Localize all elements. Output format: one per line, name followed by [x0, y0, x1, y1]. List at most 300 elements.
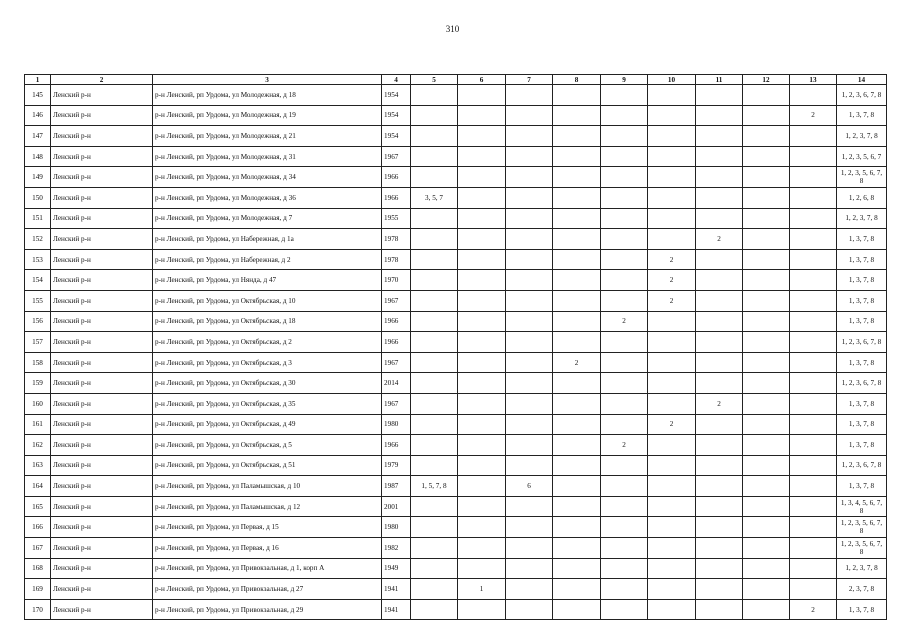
district-cell: Ленский р-н: [51, 414, 153, 435]
table-cell: [506, 229, 553, 250]
table-cell: [458, 311, 506, 332]
table-cell: 1, 2, 3, 5, 6, 7, 8: [837, 167, 887, 188]
table-row: [25, 496, 887, 517]
table-cell: [743, 517, 790, 538]
row-number-cell: 147: [25, 126, 51, 147]
address-cell: р-н Ленский, рп Урдома, ул Нянда, д 47: [153, 270, 382, 291]
year-cell: 1954: [382, 85, 411, 106]
table-cell: 2: [553, 352, 601, 373]
table-cell: [743, 146, 790, 167]
row-number-cell: 159: [25, 373, 51, 394]
table-cell: [506, 352, 553, 373]
row-number-cell: 146: [25, 105, 51, 126]
district-cell: Ленский р-н: [51, 579, 153, 600]
district-cell: Ленский р-н: [51, 496, 153, 517]
table-row: [25, 105, 887, 126]
year-cell: 1966: [382, 187, 411, 208]
table-cell: [696, 270, 743, 291]
table-cell: [743, 476, 790, 497]
table-cell: 1, 2, 3, 5, 6, 7: [837, 146, 887, 167]
table-cell: [458, 105, 506, 126]
table-cell: [743, 455, 790, 476]
header-row: [25, 75, 887, 85]
table-cell: [743, 229, 790, 250]
table-cell: 3, 5, 7: [411, 187, 458, 208]
table-cell: [506, 146, 553, 167]
table-cell: [648, 352, 696, 373]
table-cell: [458, 414, 506, 435]
year-cell: 1980: [382, 517, 411, 538]
table-cell: 2: [648, 414, 696, 435]
table-cell: 2: [696, 229, 743, 250]
table-cell: [411, 455, 458, 476]
address-cell: р-н Ленский, рп Урдома, ул Молодежная, д 21: [153, 126, 382, 147]
year-cell: 1949: [382, 558, 411, 579]
table-cell: [506, 126, 553, 147]
row-number-cell: 161: [25, 414, 51, 435]
table-cell: [411, 393, 458, 414]
column-header: 13: [790, 75, 837, 85]
table-cell: [790, 393, 837, 414]
table-cell: [648, 146, 696, 167]
district-cell: Ленский р-н: [51, 435, 153, 456]
table-cell: [743, 249, 790, 270]
table-cell: [506, 414, 553, 435]
table-cell: [601, 496, 648, 517]
table-cell: [553, 249, 601, 270]
table-row: [25, 579, 887, 600]
table-cell: 1, 5, 7, 8: [411, 476, 458, 497]
table-cell: [601, 208, 648, 229]
column-header: 11: [696, 75, 743, 85]
table-row: [25, 85, 887, 106]
table-cell: [790, 208, 837, 229]
table-row: [25, 558, 887, 579]
table-cell: [790, 414, 837, 435]
table-cell: 6: [506, 476, 553, 497]
table-row: [25, 455, 887, 476]
table-cell: [696, 167, 743, 188]
table-cell: [553, 187, 601, 208]
table-cell: [458, 332, 506, 353]
table-cell: [553, 538, 601, 559]
address-cell: р-н Ленский, рп Урдома, ул Паламышская, д 12: [153, 496, 382, 517]
address-cell: р-н Ленский, рп Урдома, ул Привокзальная, д 29: [153, 599, 382, 620]
table-cell: [553, 517, 601, 538]
district-cell: Ленский р-н: [51, 558, 153, 579]
row-number-cell: 156: [25, 311, 51, 332]
table-cell: 1, 2, 6, 8: [837, 187, 887, 208]
table-cell: [601, 538, 648, 559]
table-cell: [601, 167, 648, 188]
table-cell: 2, 3, 7, 8: [837, 579, 887, 600]
table-cell: [411, 290, 458, 311]
table-cell: [648, 435, 696, 456]
table-cell: [601, 105, 648, 126]
address-cell: р-н Ленский, рп Урдома, ул Октябрьская, д 49: [153, 414, 382, 435]
district-cell: Ленский р-н: [51, 249, 153, 270]
table-cell: [743, 311, 790, 332]
district-cell: Ленский р-н: [51, 352, 153, 373]
address-cell: р-н Ленский, рп Урдома, ул Октябрьская, д 18: [153, 311, 382, 332]
table-cell: [506, 373, 553, 394]
table-row: [25, 538, 887, 559]
table-cell: [411, 496, 458, 517]
year-cell: 1954: [382, 105, 411, 126]
table-cell: [553, 476, 601, 497]
table-cell: [696, 373, 743, 394]
table-cell: [790, 126, 837, 147]
table-cell: [553, 105, 601, 126]
row-number-cell: 155: [25, 290, 51, 311]
table-cell: 2: [790, 105, 837, 126]
table-cell: 2: [648, 290, 696, 311]
table-cell: 1, 2, 3, 5, 6, 7, 8: [837, 538, 887, 559]
row-number-cell: 149: [25, 167, 51, 188]
table-cell: [696, 538, 743, 559]
table-cell: [458, 249, 506, 270]
table-cell: [743, 579, 790, 600]
table-cell: [696, 187, 743, 208]
table-row: [25, 270, 887, 291]
table-cell: [696, 105, 743, 126]
year-cell: 1987: [382, 476, 411, 497]
table-cell: [458, 538, 506, 559]
district-cell: Ленский р-н: [51, 393, 153, 414]
table-cell: 2: [648, 249, 696, 270]
table-cell: [458, 270, 506, 291]
table-cell: [458, 496, 506, 517]
row-number-cell: 154: [25, 270, 51, 291]
district-cell: Ленский р-н: [51, 517, 153, 538]
table-cell: [458, 352, 506, 373]
table-cell: [601, 146, 648, 167]
table-row: [25, 414, 887, 435]
table-cell: [696, 558, 743, 579]
table-cell: 1, 2, 3, 5, 6, 7, 8: [837, 517, 887, 538]
table-cell: [553, 579, 601, 600]
table-cell: [601, 558, 648, 579]
table-cell: [458, 126, 506, 147]
table-cell: [743, 290, 790, 311]
column-header: 4: [382, 75, 411, 85]
table-cell: [411, 517, 458, 538]
table-cell: [790, 373, 837, 394]
table-cell: [696, 126, 743, 147]
address-cell: р-н Ленский, рп Урдома, ул Привокзальная, д 1, корп А: [153, 558, 382, 579]
table-cell: [648, 496, 696, 517]
year-cell: 1941: [382, 599, 411, 620]
table-cell: [696, 352, 743, 373]
table-cell: [648, 373, 696, 394]
table-cell: 1, 3, 7, 8: [837, 393, 887, 414]
table-cell: 1, 3, 7, 8: [837, 311, 887, 332]
table-cell: [790, 496, 837, 517]
table-cell: [696, 290, 743, 311]
row-number-cell: 160: [25, 393, 51, 414]
district-cell: Ленский р-н: [51, 476, 153, 497]
table-cell: [553, 311, 601, 332]
table-cell: [601, 517, 648, 538]
table-cell: [648, 538, 696, 559]
address-cell: р-н Ленский, рп Урдома, ул Октябрьская, д 35: [153, 393, 382, 414]
table-cell: 2: [601, 311, 648, 332]
table-cell: [601, 270, 648, 291]
row-number-cell: 162: [25, 435, 51, 456]
year-cell: 1967: [382, 352, 411, 373]
table-row: [25, 373, 887, 394]
table-cell: [506, 538, 553, 559]
table-row: [25, 517, 887, 538]
row-number-cell: 169: [25, 579, 51, 600]
year-cell: 1954: [382, 126, 411, 147]
table-cell: [506, 187, 553, 208]
table-cell: [743, 85, 790, 106]
table-cell: [506, 332, 553, 353]
table-cell: [506, 496, 553, 517]
table-cell: [648, 476, 696, 497]
table-cell: 1, 2, 3, 6, 7, 8: [837, 85, 887, 106]
table-cell: [601, 229, 648, 250]
row-number-cell: 158: [25, 352, 51, 373]
table-cell: 1, 3, 7, 8: [837, 270, 887, 291]
table-cell: [458, 85, 506, 106]
table-cell: 1, 3, 7, 8: [837, 105, 887, 126]
table-cell: [411, 311, 458, 332]
year-cell: 1966: [382, 435, 411, 456]
year-cell: 1966: [382, 332, 411, 353]
table-row: [25, 146, 887, 167]
year-cell: 1970: [382, 270, 411, 291]
address-cell: р-н Ленский, рп Урдома, ул Октябрьская, д 30: [153, 373, 382, 394]
table-cell: [790, 167, 837, 188]
year-cell: 1966: [382, 311, 411, 332]
page-number: 310: [445, 24, 460, 34]
table-cell: [411, 435, 458, 456]
row-number-cell: 168: [25, 558, 51, 579]
table-cell: [553, 393, 601, 414]
table-cell: [411, 332, 458, 353]
table-cell: [743, 393, 790, 414]
table-cell: [696, 476, 743, 497]
column-header: 12: [743, 75, 790, 85]
row-number-cell: 165: [25, 496, 51, 517]
year-cell: 1978: [382, 229, 411, 250]
table-cell: 1, 2, 3, 6, 7, 8: [837, 373, 887, 394]
table-cell: [458, 373, 506, 394]
row-number-cell: 152: [25, 229, 51, 250]
district-cell: Ленский р-н: [51, 105, 153, 126]
district-cell: Ленский р-н: [51, 187, 153, 208]
table-cell: [696, 496, 743, 517]
column-header: 8: [553, 75, 601, 85]
table-cell: [506, 290, 553, 311]
table-cell: [696, 579, 743, 600]
district-cell: Ленский р-н: [51, 332, 153, 353]
table-cell: [790, 290, 837, 311]
table-cell: [506, 249, 553, 270]
address-cell: р-н Ленский, рп Урдома, ул Октябрьская, д 2: [153, 332, 382, 353]
table-cell: [458, 393, 506, 414]
address-cell: р-н Ленский, рп Урдома, ул Привокзальная, д 27: [153, 579, 382, 600]
table-cell: [648, 126, 696, 147]
year-cell: 1941: [382, 579, 411, 600]
table-cell: [411, 579, 458, 600]
table-cell: [601, 249, 648, 270]
table-row: [25, 208, 887, 229]
address-cell: р-н Ленский, рп Урдома, ул Октябрьская, д 10: [153, 290, 382, 311]
table-row: [25, 167, 887, 188]
district-cell: Ленский р-н: [51, 229, 153, 250]
table-cell: [696, 455, 743, 476]
table-cell: [743, 270, 790, 291]
table-cell: [601, 187, 648, 208]
table-cell: [411, 167, 458, 188]
table-cell: [696, 311, 743, 332]
table-cell: [553, 146, 601, 167]
column-header: 9: [601, 75, 648, 85]
year-cell: 1979: [382, 455, 411, 476]
table-row: [25, 393, 887, 414]
table-cell: 1, 3, 7, 8: [837, 249, 887, 270]
year-cell: 1967: [382, 290, 411, 311]
table-cell: [553, 373, 601, 394]
table-cell: [743, 208, 790, 229]
table-cell: [790, 538, 837, 559]
table-cell: [506, 517, 553, 538]
table-cell: [553, 332, 601, 353]
row-number-cell: 157: [25, 332, 51, 353]
table-cell: [553, 167, 601, 188]
table-cell: [648, 187, 696, 208]
table-cell: 1: [458, 579, 506, 600]
address-cell: р-н Ленский, рп Урдома, ул Молодежная, д 36: [153, 187, 382, 208]
table-cell: [506, 435, 553, 456]
year-cell: 1955: [382, 208, 411, 229]
table-cell: [601, 332, 648, 353]
table-cell: [458, 476, 506, 497]
table-cell: [648, 105, 696, 126]
table-cell: [553, 270, 601, 291]
table-cell: 1, 2, 3, 7, 8: [837, 208, 887, 229]
table-cell: [458, 558, 506, 579]
table-cell: [411, 373, 458, 394]
table-row: [25, 249, 887, 270]
table-cell: [553, 126, 601, 147]
column-header: 6: [458, 75, 506, 85]
table-cell: [553, 85, 601, 106]
table-cell: [553, 558, 601, 579]
table-cell: [506, 579, 553, 600]
table-cell: [553, 208, 601, 229]
table-cell: [458, 208, 506, 229]
table-cell: [743, 332, 790, 353]
column-header: 10: [648, 75, 696, 85]
table-cell: [601, 579, 648, 600]
building-registry-table: [24, 74, 887, 620]
table-cell: [743, 414, 790, 435]
table-cell: [506, 105, 553, 126]
table-cell: [411, 229, 458, 250]
column-header: 1: [25, 75, 51, 85]
table-cell: [506, 558, 553, 579]
table-cell: [506, 393, 553, 414]
table-cell: [648, 229, 696, 250]
address-cell: р-н Ленский, рп Урдома, ул Набережная, д 1а: [153, 229, 382, 250]
table-row: [25, 229, 887, 250]
row-number-cell: 145: [25, 85, 51, 106]
row-number-cell: 170: [25, 599, 51, 620]
table-cell: [790, 332, 837, 353]
year-cell: 2014: [382, 373, 411, 394]
year-cell: 1967: [382, 146, 411, 167]
table-cell: 1, 2, 3, 7, 8: [837, 126, 887, 147]
table-cell: [648, 599, 696, 620]
table-cell: [790, 85, 837, 106]
column-header: 2: [51, 75, 153, 85]
district-cell: Ленский р-н: [51, 270, 153, 291]
table-cell: [696, 249, 743, 270]
district-cell: Ленский р-н: [51, 311, 153, 332]
address-cell: р-н Ленский, рп Урдома, ул Молодежная, д 31: [153, 146, 382, 167]
table-cell: [790, 517, 837, 538]
table-cell: 2: [696, 393, 743, 414]
table-cell: 1, 3, 7, 8: [837, 435, 887, 456]
table-cell: [743, 126, 790, 147]
table-cell: [790, 229, 837, 250]
table-cell: [458, 187, 506, 208]
column-header: 7: [506, 75, 553, 85]
table-cell: [506, 167, 553, 188]
table-cell: 1, 2, 3, 6, 7, 8: [837, 455, 887, 476]
year-cell: 1966: [382, 167, 411, 188]
table-cell: [553, 229, 601, 250]
address-cell: р-н Ленский, рп Урдома, ул Молодежная, д 7: [153, 208, 382, 229]
table-cell: [648, 558, 696, 579]
table-cell: [696, 599, 743, 620]
table-cell: [411, 414, 458, 435]
table-cell: 1, 3, 7, 8: [837, 414, 887, 435]
table-cell: [648, 167, 696, 188]
table-cell: [790, 146, 837, 167]
table-cell: [506, 85, 553, 106]
table-cell: [458, 455, 506, 476]
table-cell: [743, 105, 790, 126]
district-cell: Ленский р-н: [51, 455, 153, 476]
row-number-cell: 153: [25, 249, 51, 270]
table-cell: [601, 455, 648, 476]
table-cell: [506, 311, 553, 332]
table-cell: [458, 290, 506, 311]
table-cell: [648, 579, 696, 600]
table-cell: [743, 167, 790, 188]
table-cell: [506, 270, 553, 291]
row-number-cell: 163: [25, 455, 51, 476]
table-cell: [696, 85, 743, 106]
district-cell: Ленский р-н: [51, 85, 153, 106]
table-cell: [411, 126, 458, 147]
row-number-cell: 166: [25, 517, 51, 538]
table-cell: [411, 352, 458, 373]
address-cell: р-н Ленский, рп Урдома, ул Молодежная, д 18: [153, 85, 382, 106]
table-cell: 2: [790, 599, 837, 620]
table-row: [25, 187, 887, 208]
table-cell: [411, 146, 458, 167]
table-body: [25, 85, 887, 620]
table-cell: [458, 517, 506, 538]
table-cell: [743, 373, 790, 394]
table-row: [25, 352, 887, 373]
